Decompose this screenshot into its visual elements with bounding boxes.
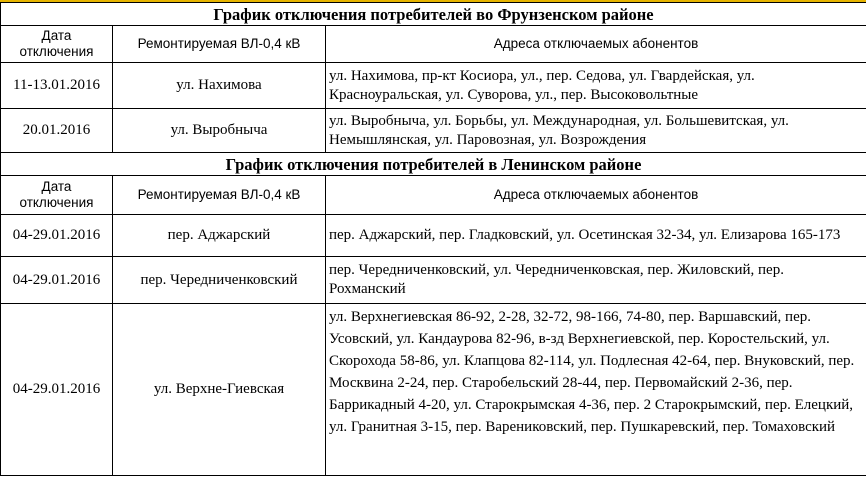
outage-date: 04-29.01.2016 bbox=[1, 215, 113, 257]
date-column-header bbox=[1, 176, 113, 215]
outage-schedule-table bbox=[0, 2, 866, 476]
section-title: График отключения потребителей в Ленинском районе bbox=[1, 153, 866, 176]
date-header-line1: Дата bbox=[41, 179, 72, 194]
affected-addresses: пер. Аджарский, пер. Гладковский, ул. Осетинская 32-34, ул. Елизарова 165-173 bbox=[326, 215, 866, 257]
outage-date: 04-29.01.2016 bbox=[1, 257, 113, 304]
table-row bbox=[1, 304, 866, 476]
affected-addresses: ул. Выробныча, ул. Борьбы, ул. Международная, ул. Большевитская, ул. Немышлянская, ул. Паровозная, ул. Возрождения bbox=[326, 109, 866, 153]
line-column-header: Ремонтируемая ВЛ-0,4 кВ bbox=[113, 26, 326, 63]
addresses-column-header: Адреса отключаемых абонентов bbox=[326, 176, 866, 215]
date-header-line1: Дата bbox=[41, 28, 72, 43]
date-column-header bbox=[1, 26, 113, 63]
repaired-line: ул. Верхне-Гиевская bbox=[113, 304, 326, 476]
affected-addresses: ул. Верхнегиевская 86-92, 2-28, 32-72, 98-166, 74-80, пер. Варшавский, пер. Усовский, ул. Кандаурова 82-96, в-зд Верхнегиевской, пер. Коростельский, ул. Скорохода 58-86, ул. Клапцова 82-114, ул. Подлесная 42-64, пер. Внуковский, пер. Москвина 2-24, пер. Старобельский 28-44, пер. Первомайский 2-36, пер. Баррикадный 4-20, ул. Старокрымская 4-36, пер. 2 Старокрымский, пер. Елецкий, ул. Гранитная 3-15, пер. Варениковский, пер. Пушкаревский, пер. Томаховский bbox=[326, 304, 866, 476]
addresses-column-header: Адреса отключаемых абонентов bbox=[326, 26, 866, 63]
outage-date: 20.01.2016 bbox=[1, 109, 113, 153]
section-title-row bbox=[1, 3, 866, 26]
table-header-row bbox=[1, 26, 866, 63]
affected-addresses: ул. Нахимова, пр-кт Косиора, ул., пер. Седова, ул. Гвардейская, ул. Красноуральская, ул. Суворова, ул., пер. Высоковольтные bbox=[326, 63, 866, 109]
table-header-row bbox=[1, 176, 866, 215]
outage-date: 11-13.01.2016 bbox=[1, 63, 113, 109]
repaired-line: пер. Чередниченковский bbox=[113, 257, 326, 304]
outage-date: 04-29.01.2016 bbox=[1, 304, 113, 476]
date-header-line2: отключения bbox=[19, 44, 94, 59]
affected-addresses: пер. Чередниченковский, ул. Чередниченковская, пер. Жиловский, пер. Рохманский bbox=[326, 257, 866, 304]
section-title-row bbox=[1, 153, 866, 176]
date-header-line2: отключения bbox=[19, 195, 94, 210]
table-row bbox=[1, 215, 866, 257]
table-row bbox=[1, 63, 866, 109]
section-title: График отключения потребителей во Фрунзенском районе bbox=[1, 3, 866, 26]
table-row bbox=[1, 257, 866, 304]
line-column-header: Ремонтируемая ВЛ-0,4 кВ bbox=[113, 176, 326, 215]
table-row bbox=[1, 109, 866, 153]
repaired-line: пер. Аджарский bbox=[113, 215, 326, 257]
repaired-line: ул. Выробныча bbox=[113, 109, 326, 153]
repaired-line: ул. Нахимова bbox=[113, 63, 326, 109]
